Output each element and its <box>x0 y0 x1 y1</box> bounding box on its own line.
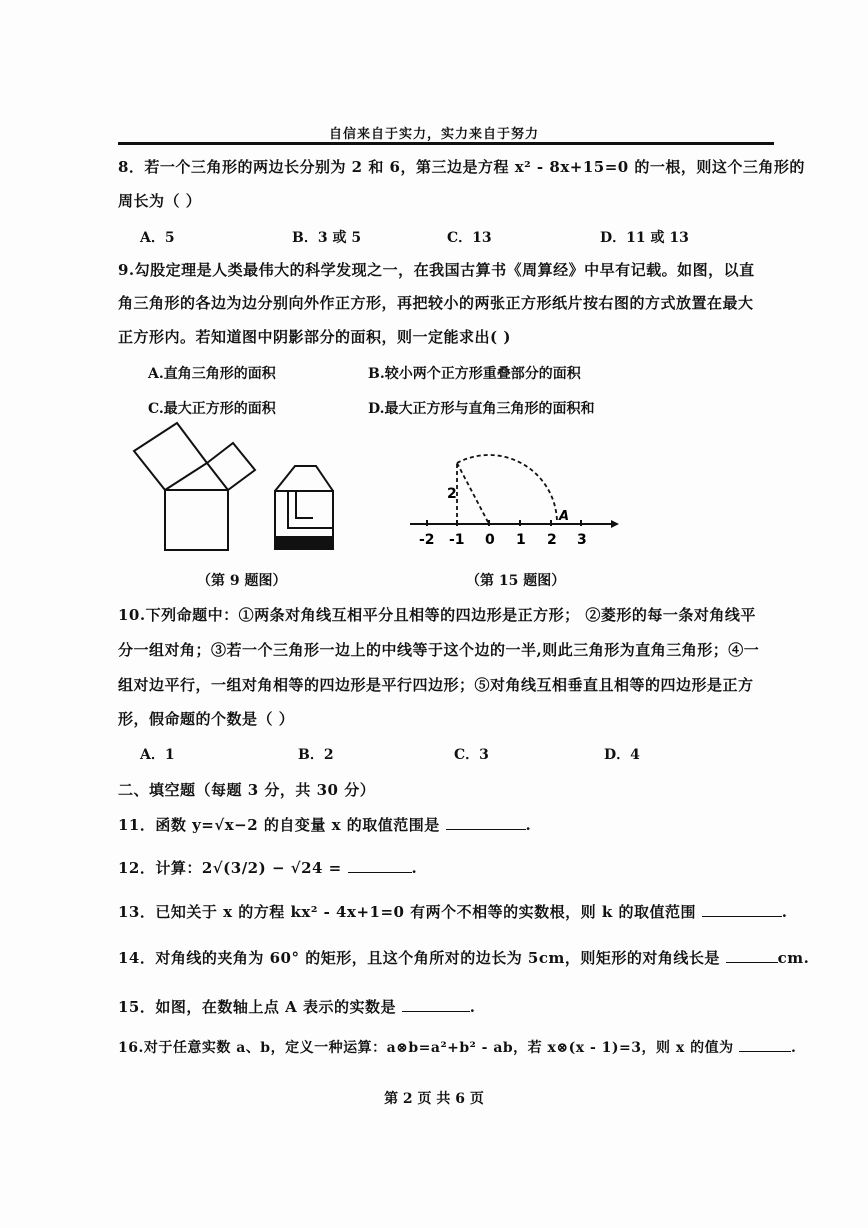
q9-option-c: C.最大正方形的面积 <box>148 401 276 417</box>
section-2-title: 二、填空题（每题 3 分，共 30 分） <box>118 781 376 799</box>
q14-text: 14．对角线的夹角为 60° 的矩形，且这个角所对的边长为 5cm，则矩形的对角线长是 <box>118 949 720 967</box>
q11 <box>118 814 531 835</box>
q14-answer-blank[interactable] <box>726 947 778 963</box>
q15 <box>118 996 475 1017</box>
q13 <box>118 901 787 922</box>
q13-suffix: . <box>781 903 788 921</box>
figure-15-number-line <box>405 440 625 550</box>
numberline-height-label: 2 <box>447 486 457 502</box>
q8-option-c: C．13 <box>447 230 492 246</box>
q11-answer-blank[interactable] <box>446 814 526 830</box>
q10-option-b: B．2 <box>298 747 334 763</box>
q11-text: 11．函数 y=√x−2 的自变量 x 的取值范围是 <box>118 816 440 834</box>
q14-suffix: cm. <box>777 949 810 967</box>
q9-line1: 9.勾股定理是人类最伟大的科学发现之一，在我国古算书《周算经》中早有记载。如图，以直 <box>118 261 755 279</box>
q15-text: 15．如图，在数轴上点 A 表示的实数是 <box>118 998 396 1016</box>
numberline-point-a: A <box>559 509 570 524</box>
tick-label: 0 <box>485 532 495 548</box>
q12-text: 12．计算：2√(3/2) − √24 = <box>118 859 342 877</box>
q8-line2: 周长为（ ） <box>118 192 202 210</box>
q12 <box>118 857 417 878</box>
q11-suffix: . <box>525 816 532 834</box>
tick-label: -1 <box>449 532 465 548</box>
tick-label: -2 <box>419 532 435 548</box>
q10-option-c: C．3 <box>454 747 489 763</box>
q8-option-b: B．3 或 5 <box>292 230 362 246</box>
q12-answer-blank[interactable] <box>348 857 412 873</box>
q8-option-d: D．11 或 13 <box>600 230 689 246</box>
page-footer: 第 2 页 共 6 页 <box>384 1091 484 1107</box>
figure-15-caption: （第 15 题图） <box>466 573 566 589</box>
q10-option-d: D．4 <box>604 747 640 763</box>
q10-option-a: A．1 <box>140 747 175 763</box>
tick-label: 2 <box>547 532 557 548</box>
header-rule <box>118 142 774 145</box>
q12-suffix: . <box>411 859 418 877</box>
q14 <box>118 947 809 968</box>
q10-line4: 形，假命题的个数是（ ） <box>118 710 295 728</box>
q9-line2: 角三角形的各边为边分别向外作正方形，再把较小的两张正方形纸片按右图的方式放置在最大 <box>118 294 754 312</box>
page-header-motto: 自信来自于实力，实力来自于努力 <box>328 127 539 142</box>
q13-answer-blank[interactable] <box>702 901 782 917</box>
q16-answer-blank[interactable] <box>739 1037 791 1052</box>
q9-option-b: B.较小两个正方形重叠部分的面积 <box>368 366 581 382</box>
q16-suffix: . <box>790 1040 797 1056</box>
q16-text: 16.对于任意实数 a、b，定义一种运算：a⊗b=a²+b² - ab，若 x⊗(x - 1)=3，则 x 的值为 <box>118 1040 734 1056</box>
tick-label: 1 <box>516 532 526 548</box>
q9-option-d: D.最大正方形与直角三角形的面积和 <box>368 401 595 417</box>
q8-line1: 8．若一个三角形的两边长分别为 2 和 6，第三边是方程 x² - 8x+15=0 的一根，则这个三角形的 <box>118 158 805 176</box>
figure-9-caption: （第 9 题图） <box>197 573 287 589</box>
q16 <box>118 1037 796 1057</box>
tick-label: 3 <box>577 532 587 548</box>
q10-line3: 组对边平行，一组对角相等的四边形是平行四边形；⑤对角线互相垂直且相等的四边形是正方 <box>118 676 754 694</box>
q10-line1: 10.下列命题中：①两条对角线互相平分且相等的四边形是正方形； ②菱形的每一条对角线平 <box>118 606 756 624</box>
q13-text: 13．已知关于 x 的方程 kx² - 4x+1=0 有两个不相等的实数根，则 k 的取值范围 <box>118 903 697 921</box>
q15-suffix: . <box>469 998 476 1016</box>
q15-answer-blank[interactable] <box>402 996 470 1012</box>
q8-option-a: A．5 <box>140 230 175 246</box>
q9-line3: 正方形内。若知道图中阴影部分的面积，则一定能求出( ) <box>118 328 511 346</box>
figure-9-pythagoras <box>125 418 365 563</box>
shaded-region <box>276 536 333 549</box>
q10-line2: 分一组对角；③若一个三角形一边上的中线等于这个边的一半,则此三角形为直角三角形；④一 <box>118 641 760 659</box>
q9-option-a: A.直角三角形的面积 <box>148 366 276 382</box>
